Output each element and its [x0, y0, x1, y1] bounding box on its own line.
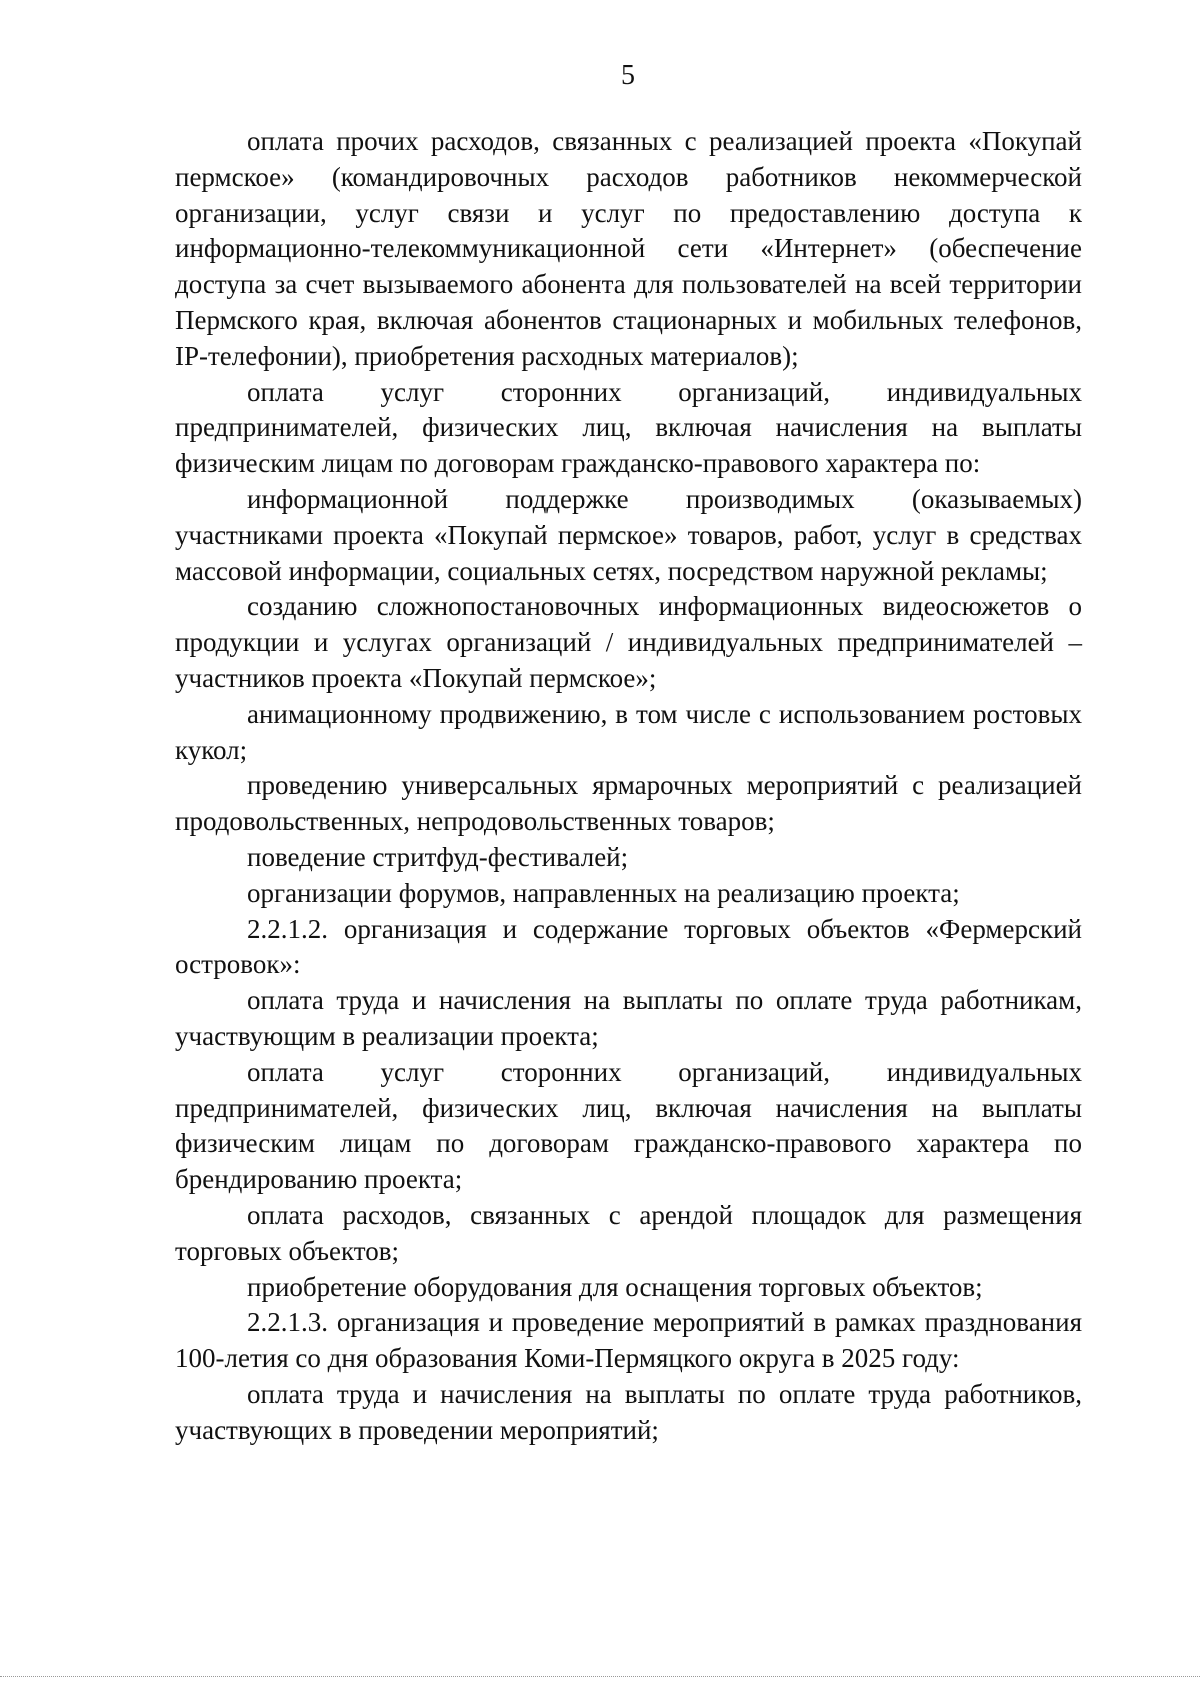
paragraph-equipment-purchase: приобретение оборудования для оснащения торговых объектов;	[247, 1271, 983, 1302]
paragraph-branding-services: оплата услуг сторонних организаций, индивидуальных предпринимателей, физических лиц, включая начисления на выплаты физическим лицам по договорам гражданско-правового характера по брендированию проекта;	[175, 1056, 1082, 1195]
paragraph-information-support: информационной поддержке производимых (оказываемых) участниками проекта «Покупай пермское» товаров, работ, услуг в средствах массовой информации, социальных сетях, посредством наружной рекламы;	[175, 483, 1082, 586]
document-body	[175, 124, 1082, 1448]
page-number: 5	[621, 60, 635, 91]
paragraph-other-expenses: оплата прочих расходов, связанных с реализацией проекта «Покупай пермское» (командировочных расходов работников некоммерческой организации, услуг связи и услуг по предоставлению доступа к информационно-телекоммуникационной сети «Интернет» (обеспечение доступа за счет вызываемого абонента для пользователей на всей территории Пермского края, включая абонентов стационарных и мобильных телефонов, IP-телефонии), приобретения расходных материалов);	[175, 126, 1082, 371]
paragraph-streetfood-festivals: поведение стритфуд-фестивалей;	[247, 841, 629, 872]
paragraph-video-stories: созданию сложнопостановочных информационных видеосюжетов о продукции и услугах организаций / индивидуальных предпринимателей – участников проекта «Покупай пермское»;	[175, 591, 1082, 693]
paragraph-fair-events: проведению универсальных ярмарочных мероприятий с реализацией продовольственных, непродовольственных товаров;	[175, 770, 1082, 837]
paragraph-third-party-services: оплата услуг сторонних организаций, индивидуальных предпринимателей, физических лиц, включая начисления на выплаты физическим лицам по договорам гражданско-правового характера по:	[175, 376, 1082, 479]
paragraph-rent-expenses: оплата расходов, связанных с арендой площадок для размещения торговых объектов;	[175, 1199, 1082, 1266]
paragraph-animation-promotion: анимационному продвижению, в том числе с использованием ростовых кукол;	[175, 698, 1082, 765]
paragraph-event-labor-payment: оплата труда и начисления на выплаты по оплате труда работников, участвующих в проведении мероприятий;	[175, 1378, 1082, 1445]
paragraph-section-2-2-1-3: 2.2.1.3. организация и проведение мероприятий в рамках празднования 100-летия со дня образования Коми-Пермяцкого округа в 2025 году:	[175, 1307, 1082, 1374]
paragraph-forums: организации форумов, направленных на реализацию проекта;	[247, 877, 960, 908]
paragraph-section-2-2-1-2: 2.2.1.2. организация и содержание торговых объектов «Фермерский островок»:	[175, 913, 1082, 980]
paragraph-labor-payment: оплата труда и начисления на выплаты по оплате труда работникам, участвующим в реализации проекта;	[175, 985, 1082, 1051]
scan-edge-divider	[0, 1676, 1200, 1677]
